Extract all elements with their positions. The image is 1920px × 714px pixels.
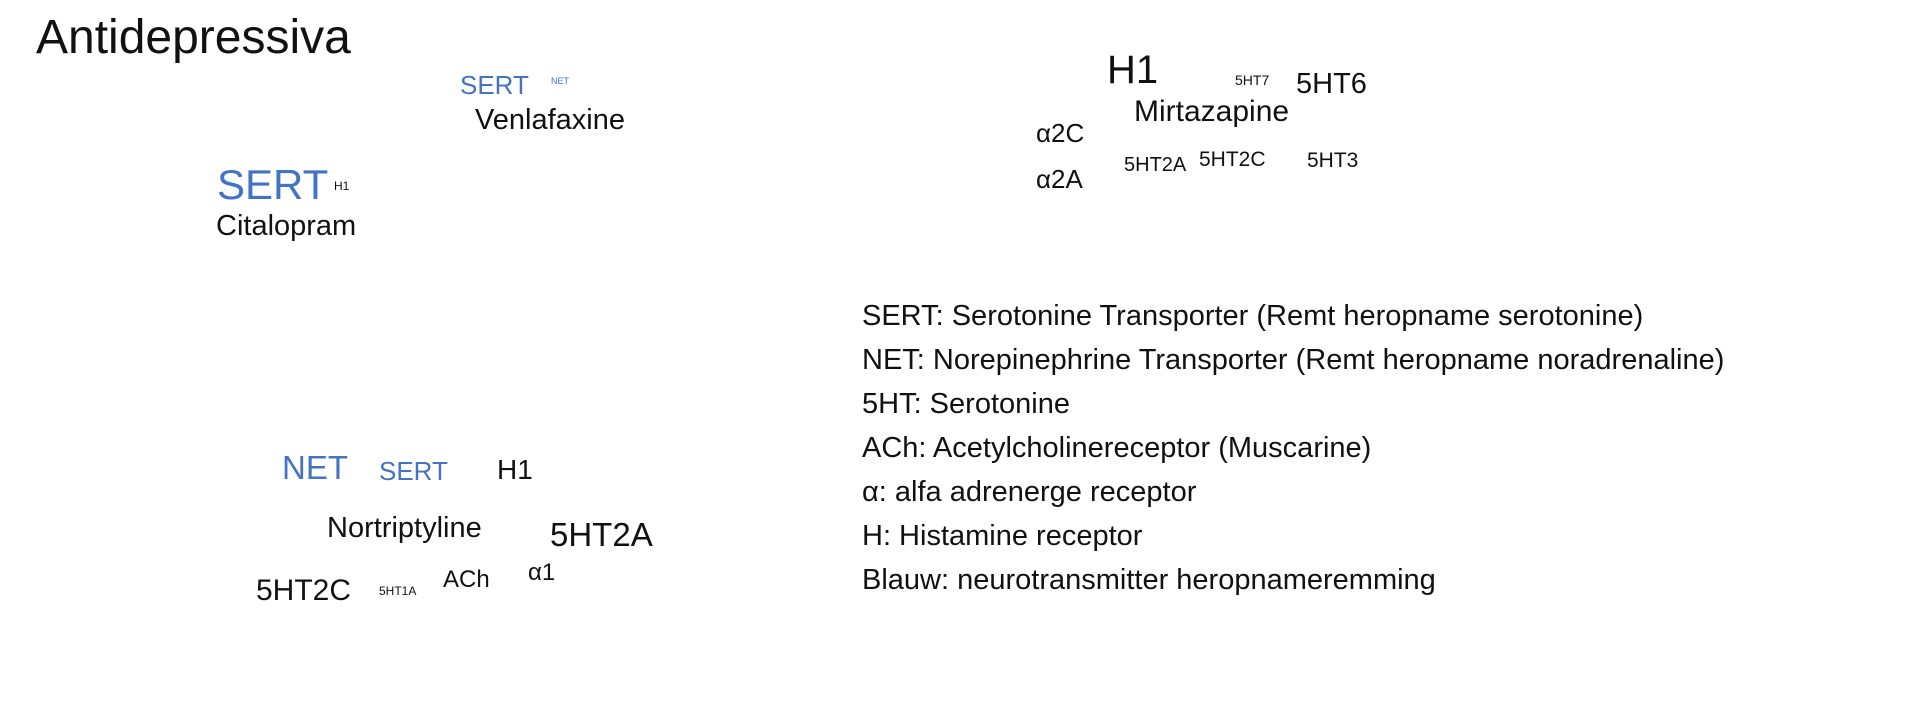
venlafaxine-drug-name: Venlafaxine — [475, 104, 625, 136]
nortriptyline-target-5ht2c: 5HT2C — [256, 574, 352, 607]
legend-item-5ht: 5HT: Serotonine — [862, 388, 1070, 420]
mirtazapine-target-5ht2c: 5HT2C — [1199, 148, 1266, 171]
nortriptyline-target-5ht2a: 5HT2A — [550, 516, 653, 553]
mirtazapine-target-a2c: α2C — [1036, 118, 1085, 148]
mirtazapine-target-5ht7: 5HT7 — [1235, 72, 1270, 88]
page-title: Antidepressiva — [36, 11, 351, 64]
legend-item-sert: SERT: Serotonine Transporter (Remt heropname serotonine) — [862, 300, 1644, 332]
nortriptyline-target-5ht1a: 5HT1A — [379, 584, 417, 598]
legend-item-histamine: H: Histamine receptor — [862, 520, 1143, 552]
mirtazapine-target-5ht2a: 5HT2A — [1124, 154, 1187, 176]
nortriptyline-target-a1: α1 — [528, 559, 556, 586]
mirtazapine-target-h1: H1 — [1107, 48, 1159, 92]
citalopram-drug-name: Citalopram — [216, 210, 357, 242]
nortriptyline-target-sert: SERT — [379, 456, 448, 486]
legend — [862, 294, 1724, 602]
venlafaxine-target-sert: SERT — [460, 70, 529, 100]
citalopram-target-sert: SERT — [217, 161, 329, 208]
nortriptyline-target-net: NET — [282, 449, 348, 486]
nortriptyline-drug-name: Nortriptyline — [327, 512, 482, 544]
mirtazapine-drug-name: Mirtazapine — [1134, 95, 1290, 128]
nortriptyline-target-h1: H1 — [497, 454, 533, 485]
mirtazapine-target-5ht6: 5HT6 — [1296, 68, 1367, 100]
nortriptyline-target-ach: ACh — [443, 566, 490, 593]
legend-item-ach: ACh: Acetylcholinereceptor (Muscarine) — [862, 432, 1372, 464]
mirtazapine-target-5ht3: 5HT3 — [1307, 149, 1359, 172]
legend-item-net: NET: Norepinephrine Transporter (Remt heropname noradrenaline) — [862, 344, 1725, 376]
legend-item-blue: Blauw: neurotransmitter heropnameremming — [862, 564, 1436, 596]
legend-item-alpha: α: alfa adrenerge receptor — [862, 476, 1197, 508]
venlafaxine-target-net: NET — [551, 76, 569, 86]
mirtazapine-target-a2a: α2A — [1036, 164, 1083, 194]
citalopram-target-h1: H1 — [334, 179, 350, 193]
